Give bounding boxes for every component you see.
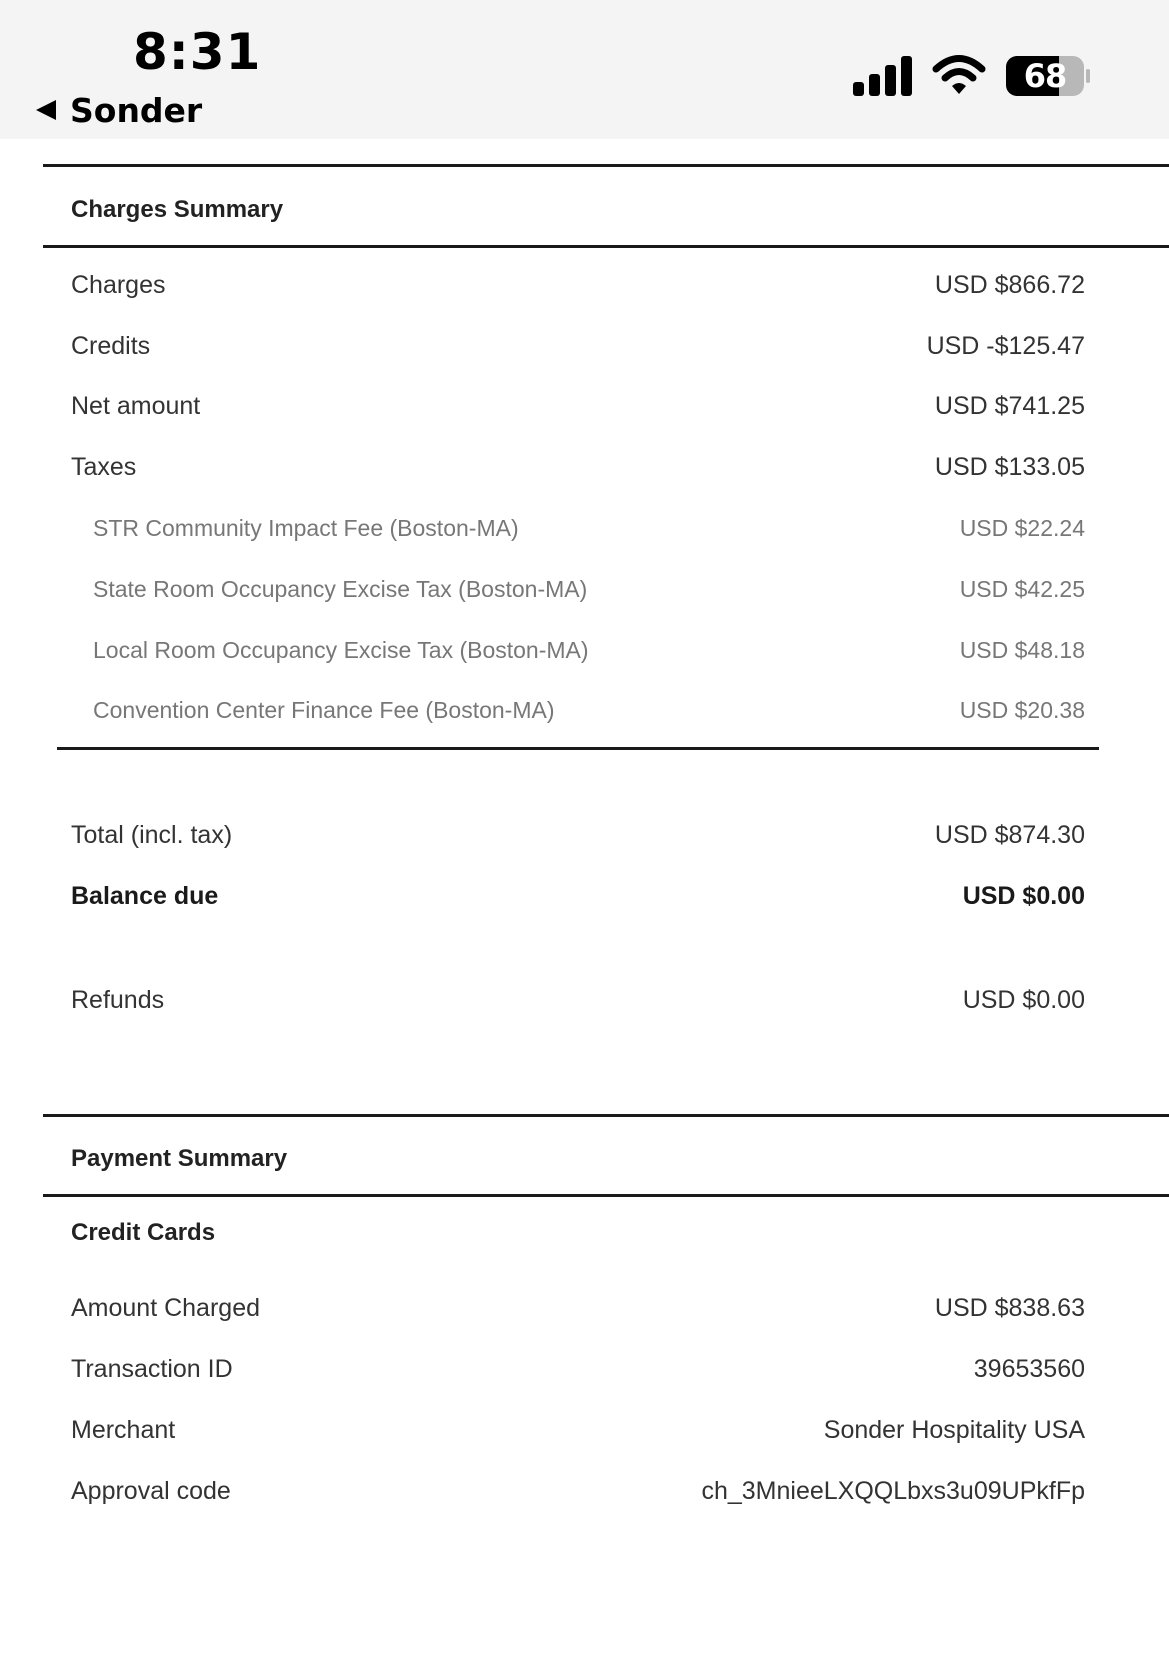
row-label: State Room Occupancy Excise Tax (Boston-MA) <box>93 575 588 602</box>
divider <box>57 747 1099 750</box>
tax-item-str-fee <box>93 508 1085 548</box>
row-value: USD $48.18 <box>959 636 1085 663</box>
charges-summary-title: Charges Summary <box>71 196 284 223</box>
signal-icon <box>853 56 915 96</box>
row-value: USD $866.72 <box>934 270 1085 299</box>
row-label: Total (incl. tax) <box>71 820 233 849</box>
divider <box>43 164 1169 167</box>
row-value: USD -$125.47 <box>926 331 1085 360</box>
row-value: USD $741.25 <box>934 391 1085 420</box>
row-value: USD $20.38 <box>959 696 1085 723</box>
summary-row-charges <box>71 265 1085 305</box>
payment-row-transaction-id <box>71 1349 1085 1389</box>
divider <box>43 245 1169 248</box>
row-label: Taxes <box>71 452 137 481</box>
summary-row-refunds <box>71 980 1085 1020</box>
tax-item-state-excise <box>93 569 1085 609</box>
payment-row-amount-charged <box>71 1288 1085 1328</box>
wifi-icon <box>932 54 986 96</box>
row-label: Charges <box>71 270 166 299</box>
divider <box>43 1194 1169 1197</box>
row-value: USD $838.63 <box>934 1293 1085 1322</box>
status-bar <box>0 0 1169 139</box>
divider <box>43 1114 1169 1117</box>
row-value: ch_3MnieeLXQQLbxs3u09UPkfFp <box>701 1476 1085 1505</box>
row-label: Refunds <box>71 985 165 1014</box>
row-label: Amount Charged <box>71 1293 261 1322</box>
battery-level: 68 <box>1023 57 1067 95</box>
row-value: Sonder Hospitality USA <box>823 1415 1085 1444</box>
payment-row-approval-code <box>71 1471 1085 1511</box>
row-label: Net amount <box>71 391 201 420</box>
row-value: USD $133.05 <box>934 452 1085 481</box>
summary-row-net-amount <box>71 386 1085 426</box>
row-value: USD $0.00 <box>962 985 1085 1014</box>
summary-row-total <box>71 815 1085 855</box>
row-value: USD $22.24 <box>959 514 1085 541</box>
row-label: Balance due <box>71 881 219 910</box>
row-label: Credits <box>71 331 151 360</box>
credit-cards-subtitle: Credit Cards <box>71 1219 216 1246</box>
row-label: Transaction ID <box>71 1354 233 1383</box>
row-value: 39653560 <box>973 1354 1085 1383</box>
payment-row-merchant <box>71 1410 1085 1450</box>
back-arrow-icon <box>36 100 56 120</box>
back-to-app-button[interactable] <box>36 90 202 130</box>
status-time: 8:31 <box>133 23 262 81</box>
row-value: USD $0.00 <box>962 881 1085 910</box>
row-label: Merchant <box>71 1415 176 1444</box>
tax-item-local-excise <box>93 630 1085 670</box>
row-label: Convention Center Finance Fee (Boston-MA) <box>93 696 555 723</box>
summary-row-credits <box>71 326 1085 366</box>
tax-item-convention-fee <box>93 690 1085 730</box>
row-label: Local Room Occupancy Excise Tax (Boston-MA) <box>93 636 589 663</box>
summary-row-balance-due <box>71 876 1085 916</box>
payment-summary-title: Payment Summary <box>71 1145 288 1172</box>
summary-row-taxes <box>71 447 1085 487</box>
row-label: Approval code <box>71 1476 231 1505</box>
back-app-label: Sonder <box>70 90 203 130</box>
row-value: USD $42.25 <box>959 575 1085 602</box>
row-value: USD $874.30 <box>934 820 1085 849</box>
row-label: STR Community Impact Fee (Boston-MA) <box>93 514 519 541</box>
